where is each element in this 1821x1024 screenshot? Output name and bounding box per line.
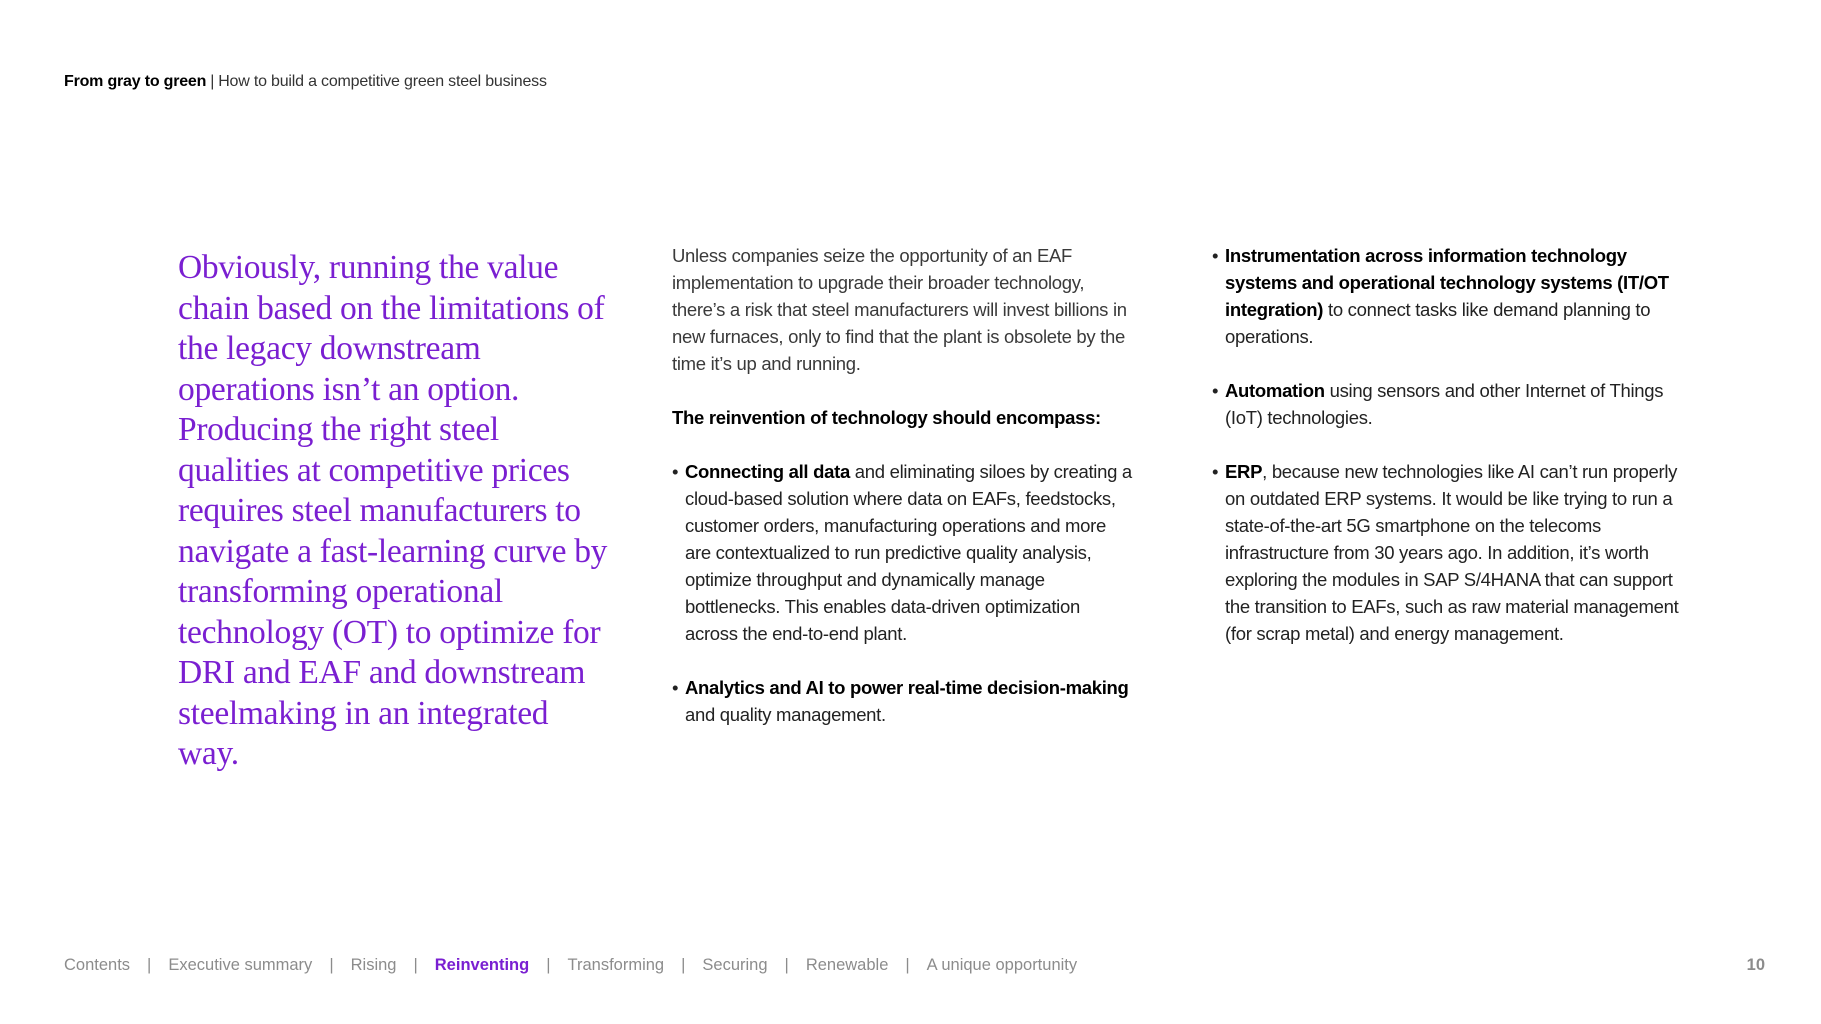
- nav-item-reinventing[interactable]: Reinventing: [434, 956, 530, 974]
- nav-divider: |: [329, 956, 334, 974]
- nav-item-transforming[interactable]: Transforming: [567, 956, 665, 974]
- header-separator: |: [210, 73, 215, 90]
- intro-paragraph: Unless companies seize the opportunity of an EAF implementation to upgrade their broader technology, there’s a risk that steel manufacturers will invest billions in new furnaces, only to find that the plant is obsolete by the time it’s up and running.: [672, 245, 1127, 374]
- bullet-text: and eliminating siloes by creating a cloud-based solution where data on EAFs, feedstocks, customer orders, manufacturing operations and more are contextualized to run predictive quality analysis, optimize throughput and dynamically manage bottlenecks. This enables data-driven optimization across the end-to-end plant.: [685, 461, 1132, 644]
- pull-quote: Obviously, running the value chain based on the limitations of the legacy downstream operations isn’t an option. Producing the right steel qualities at competitive prices requires steel manufacturers to navigate a fast-learning curve by transforming operational technology (OT) to optimize for DRI and EAF and downstream steelmaking in an integrated way.: [178, 249, 608, 772]
- nav-divider: |: [905, 956, 910, 974]
- nav-item-renewable[interactable]: Renewable: [805, 956, 889, 974]
- bullet-list-middle: [672, 458, 1132, 728]
- bullet-text: and quality management.: [685, 704, 886, 725]
- nav-item-rising[interactable]: Rising: [350, 956, 397, 974]
- nav-divider: |: [681, 956, 686, 974]
- list-item: [1212, 458, 1682, 647]
- nav-item-a-unique-opportunity[interactable]: A unique opportunity: [926, 956, 1078, 974]
- nav-item-executive-summary[interactable]: Executive summary: [168, 956, 313, 974]
- column-middle: [672, 242, 1132, 755]
- nav-divider: |: [784, 956, 789, 974]
- list-item: [672, 674, 1132, 728]
- bullet-bold: Connecting all data: [685, 461, 850, 482]
- doc-header: [64, 73, 547, 91]
- nav-divider: |: [413, 956, 418, 974]
- bullet-list-right: [1212, 242, 1682, 647]
- page-number: 10: [1746, 956, 1765, 974]
- doc-subtitle: How to build a competitive green steel business: [218, 73, 547, 90]
- doc-title: From gray to green: [64, 73, 207, 90]
- list-item: [1212, 242, 1682, 350]
- nav-divider: |: [147, 956, 152, 974]
- column-right: [1212, 242, 1682, 674]
- footer-nav: [64, 956, 1077, 975]
- section-subhead: The reinvention of technology should encompass:: [672, 407, 1101, 428]
- bullet-bold: Analytics and AI to power real-time decision-making: [685, 677, 1129, 698]
- bullet-text: to connect tasks like demand planning to operations.: [1225, 299, 1651, 347]
- list-item: [1212, 377, 1682, 431]
- nav-item-securing[interactable]: Securing: [702, 956, 768, 974]
- bullet-bold: ERP: [1225, 461, 1263, 482]
- nav-item-contents[interactable]: Contents: [64, 956, 131, 974]
- nav-divider: |: [546, 956, 551, 974]
- bullet-bold: Instrumentation across information technology systems and operational technology systems (IT/OT integration): [1225, 245, 1669, 320]
- bullet-text: , because new technologies like AI can’t run properly on outdated ERP systems. It would be like trying to run a state-of-the-art 5G smartphone on the telecoms infrastructure from 30 years ago. In addition, it’s worth exploring the modules in SAP S/4HANA that can support the transition to EAFs, such as raw material management (for scrap metal) and energy management.: [1225, 461, 1679, 644]
- list-item: [672, 458, 1132, 647]
- bullet-text: using sensors and other Internet of Things (IoT) technologies.: [1225, 380, 1664, 428]
- bullet-bold: Automation: [1225, 380, 1325, 401]
